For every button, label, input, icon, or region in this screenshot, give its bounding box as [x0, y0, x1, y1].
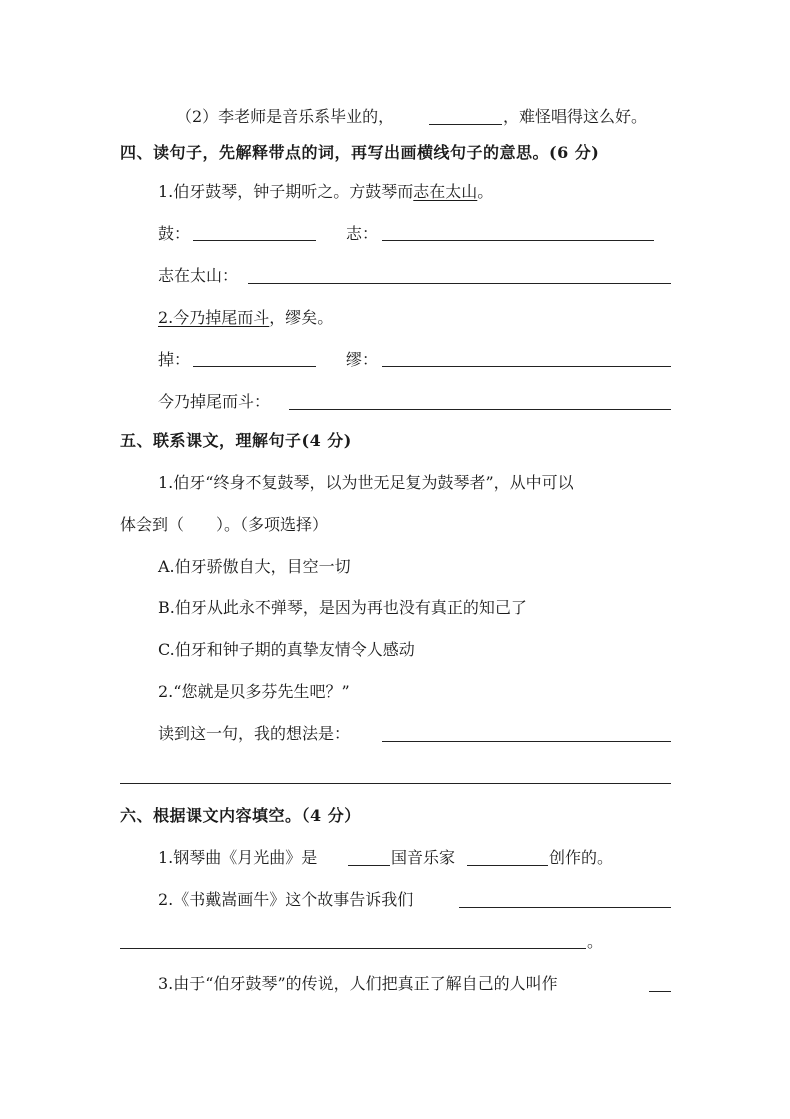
section6-item1-part3: 创作的。: [549, 848, 614, 867]
section6-heading: 六、根据课文内容填空。（4 分）: [120, 806, 361, 825]
section4-heading: 四、读句子，先解释带点的词，再写出画横线句子的意思。(6 分): [120, 143, 600, 162]
section6-item2-end: 。: [587, 932, 604, 951]
section5-item2-prompt: 读到这一句，我的想法是：: [158, 724, 351, 743]
section4-item1-underlined: 志在太山: [413, 182, 478, 201]
q3-item2-suffix: ，难怪唱得这么好。: [503, 107, 648, 126]
miu-answer-blank[interactable]: [382, 366, 671, 367]
diao-answer-blank[interactable]: [193, 366, 316, 367]
option-c: C.伯牙和钟子期的真挚友情令人感动: [158, 640, 415, 659]
section4-item1-text: 1.伯牙鼓琴，钟子期听之。方鼓琴而: [158, 182, 414, 201]
section5-item1-line2: 体会到（ ）。（多项选择）: [120, 515, 329, 534]
zhizaitaishan-answer-blank[interactable]: [248, 283, 671, 284]
section6-item1-part2: 国音乐家: [391, 848, 456, 867]
q3-item2-prefix: （2）李老师是音乐系毕业的，: [176, 107, 395, 126]
label-miu: 缪：: [346, 350, 379, 369]
composer-answer-blank[interactable]: [467, 865, 548, 866]
label-zhizaitaishan: 志在太山：: [158, 266, 239, 285]
lesson-answer-blank-2[interactable]: [120, 948, 586, 949]
section5-item1-line1: 1.伯牙“终身不复鼓琴，以为世无足复为鼓琴者”，从中可以: [158, 473, 574, 492]
section4-item1: [158, 181, 493, 203]
section5-heading: 五、联系课文，理解句子(4 分): [120, 431, 352, 450]
gu-answer-blank[interactable]: [193, 240, 316, 241]
section4-item2: [158, 307, 333, 329]
country-answer-blank[interactable]: [348, 865, 390, 866]
section6-item2: 2.《书戴嵩画牛》这个故事告诉我们: [158, 890, 414, 909]
jinnai-answer-blank[interactable]: [289, 409, 671, 410]
option-b: B.伯牙从此永不弹琴，是因为再也没有真正的知己了: [158, 598, 527, 617]
label-diao: 掉：: [158, 350, 191, 369]
zhiyin-answer-blank[interactable]: [649, 991, 671, 992]
section4-item2-underlined: 2.今乃掉尾而斗: [158, 308, 270, 327]
section5-item2: 2.“您就是贝多芬先生吧？”: [158, 682, 350, 701]
lesson-answer-blank-1[interactable]: [459, 907, 671, 908]
section6-item1-part1: 1.钢琴曲《月光曲》是: [158, 848, 318, 867]
label-gu: 鼓：: [158, 224, 191, 243]
section4-item2-end: ，缪矣。: [269, 308, 334, 327]
section4-item1-end: 。: [477, 182, 494, 201]
label-jinnai: 今乃掉尾而斗：: [158, 392, 271, 411]
option-a: A.伯牙骄傲自大，目空一切: [158, 557, 351, 576]
thought-answer-blank-2[interactable]: [120, 783, 671, 784]
section6-item3: 3.由于“伯牙鼓琴”的传说，人们把真正了解自己的人叫作: [158, 974, 558, 993]
label-zhi: 志：: [346, 224, 379, 243]
q3-item2-answer-blank[interactable]: [429, 124, 502, 125]
zhi-answer-blank[interactable]: [382, 240, 654, 241]
thought-answer-blank-1[interactable]: [382, 741, 671, 742]
